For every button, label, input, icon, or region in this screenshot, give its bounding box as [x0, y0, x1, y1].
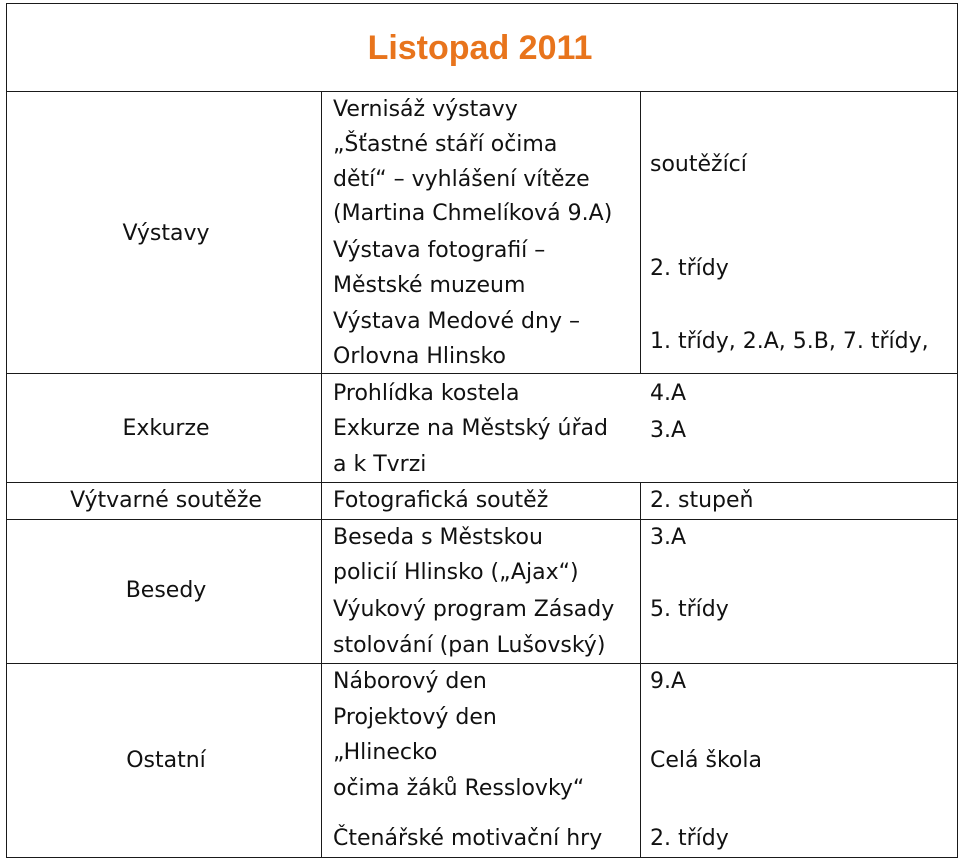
event-line: a k Tvrzi: [333, 452, 427, 477]
participants: 3.A: [650, 525, 687, 550]
event-line: stolování (pan Lušovský): [333, 633, 606, 658]
event-line: Prohlídka kostela: [333, 381, 520, 406]
event-line: Orlovna Hlinsko: [333, 344, 506, 369]
event-line: „Šťastné stáří očima: [333, 132, 558, 157]
row-divider: [6, 519, 958, 520]
section-label-soutez: Výtvarné soutěže: [70, 488, 262, 513]
column-divider: [640, 482, 641, 858]
event-line: policií Hlinsko („Ajax“): [333, 560, 579, 585]
event-line: očima žáků Resslovky“: [333, 776, 585, 801]
participants: 3.A: [650, 418, 687, 443]
row-divider: [6, 373, 958, 374]
row-divider: [6, 91, 958, 92]
event-line: Projektový den: [333, 705, 497, 730]
event-line: Výukový program Zásady: [333, 597, 615, 622]
event-line: Exkurze na Městský úřad: [333, 416, 608, 441]
column-divider: [640, 91, 641, 373]
section-label-besedy: Besedy: [125, 578, 207, 603]
participants: 9.A: [650, 669, 687, 694]
event-line: Výstava fotografií –: [333, 238, 546, 263]
page-title: Listopad 2011: [367, 29, 593, 67]
participants: 5. třídy: [650, 597, 729, 622]
section-label-ostatni: Ostatní: [126, 748, 206, 773]
column-divider: [321, 91, 322, 858]
event-line: (Martina Chmelíková 9.A): [333, 201, 613, 226]
row-divider: [6, 663, 958, 664]
event-line: Městské muzeum: [333, 273, 526, 298]
event-line: „Hlinecko: [333, 740, 438, 765]
section-label-vystavy: Výstavy: [122, 221, 210, 246]
row-divider: [6, 482, 958, 483]
event-line: Vernisáž výstavy: [333, 97, 518, 122]
participants: Celá škola: [650, 748, 762, 773]
event-line: Fotografická soutěž: [333, 488, 549, 513]
event-line: Výstava Medové dny –: [333, 309, 580, 334]
event-line: Beseda s Městskou: [333, 525, 543, 550]
participants: soutěžící: [650, 152, 747, 177]
participants: 2. stupeň: [650, 488, 754, 513]
participants: 1. třídy, 2.A, 5.B, 7. třídy,: [650, 329, 929, 354]
participants: 4.A: [650, 381, 687, 406]
event-line: Náborový den: [333, 669, 487, 694]
participants: 2. třídy: [650, 256, 729, 281]
participants: 2. třídy: [650, 826, 729, 851]
event-line: Čtenářské motivační hry: [333, 826, 603, 851]
event-line: dětí“ – vyhlášení vítěze: [333, 167, 590, 192]
section-label-exkurze: Exkurze: [122, 416, 210, 441]
